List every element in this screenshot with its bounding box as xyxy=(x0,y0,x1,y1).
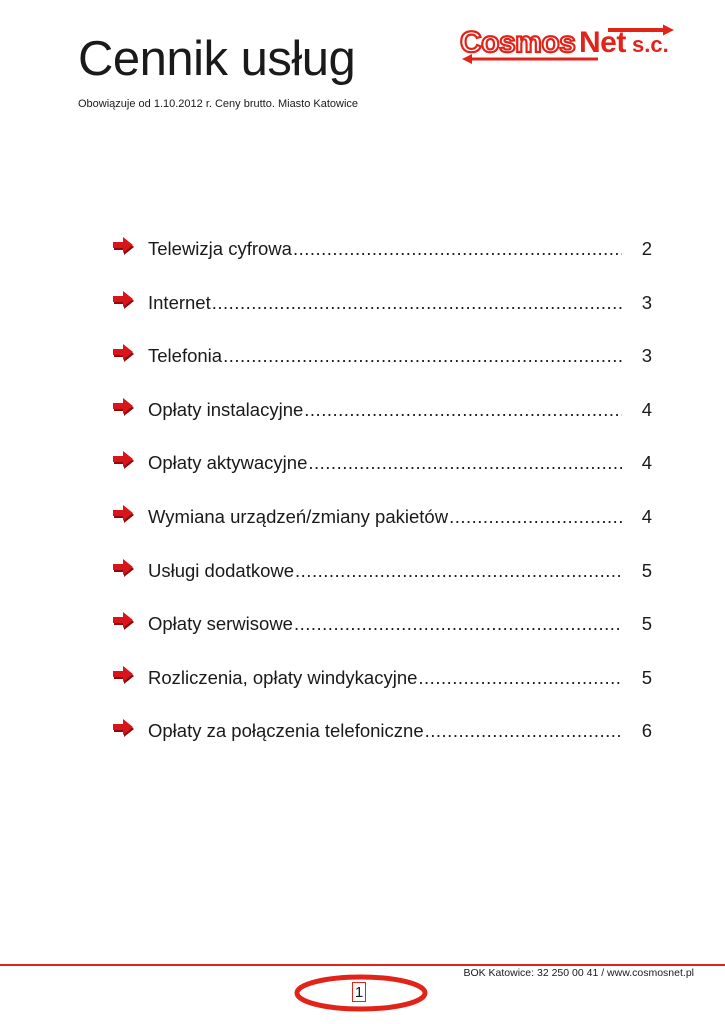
toc-entry[interactable] xyxy=(112,718,652,772)
toc-entry-text xyxy=(148,560,652,582)
toc-entry-label: Telefonia xyxy=(148,345,223,367)
red-arrow-icon xyxy=(112,397,136,417)
cosmosnet-logo xyxy=(458,22,680,66)
toc-entry-text xyxy=(148,452,652,474)
toc-entry-text xyxy=(148,506,652,528)
toc-entry-label: Telewizja cyfrowa xyxy=(148,238,292,259)
table-of-contents xyxy=(112,236,652,772)
toc-entry-label: Opłaty instalacyjne xyxy=(148,398,304,420)
toc-entry[interactable] xyxy=(112,290,652,344)
toc-entry[interactable] xyxy=(112,236,652,290)
toc-entry-page: 4 xyxy=(641,505,652,527)
footer-contact: BOK Katowice: 32 250 00 41 / www.cosmosnet.pl xyxy=(463,967,694,979)
toc-entry-page: 5 xyxy=(641,613,652,635)
toc-entry-label: Rozliczenia, opłaty windykacyjne xyxy=(148,666,418,688)
toc-entry-text xyxy=(148,613,652,635)
toc-entry-page: 3 xyxy=(641,345,652,367)
red-arrow-icon xyxy=(112,450,136,470)
toc-entry-label: Opłaty serwisowe xyxy=(148,613,293,635)
toc-entry-label: Wymiana urządzeń/zmiany pakietów xyxy=(148,505,449,527)
toc-entry-text xyxy=(148,720,652,742)
toc-entry[interactable] xyxy=(112,665,652,719)
toc-entry[interactable] xyxy=(112,397,652,451)
toc-entry-page: 4 xyxy=(641,398,652,420)
page-number: 1 xyxy=(352,982,366,1002)
toc-dot-leader xyxy=(304,399,622,421)
toc-entry[interactable] xyxy=(112,558,652,612)
toc-dot-leader xyxy=(294,613,622,635)
toc-entry[interactable] xyxy=(112,450,652,504)
toc-entry-text xyxy=(148,345,652,367)
red-arrow-icon xyxy=(112,665,136,685)
toc-entry-text xyxy=(148,399,652,421)
red-arrow-icon xyxy=(112,504,136,524)
toc-dot-leader xyxy=(418,667,622,689)
page-title: Cennik usług xyxy=(78,32,356,86)
toc-dot-leader xyxy=(449,506,622,528)
red-arrow-icon xyxy=(112,718,136,738)
svg-text:s.c.: s.c. xyxy=(632,32,669,57)
toc-dot-leader xyxy=(308,452,622,474)
toc-entry[interactable] xyxy=(112,611,652,665)
toc-dot-leader xyxy=(295,560,622,582)
toc-entry-page: 3 xyxy=(641,291,652,313)
toc-entry-label: Internet xyxy=(148,291,211,313)
toc-entry[interactable] xyxy=(112,504,652,558)
svg-text:Net: Net xyxy=(579,26,626,59)
red-arrow-icon xyxy=(112,611,136,631)
red-arrow-icon xyxy=(112,236,136,256)
toc-entry-page: 4 xyxy=(641,452,652,474)
toc-entry-label: Usługi dodatkowe xyxy=(148,559,295,581)
red-arrow-icon xyxy=(112,290,136,310)
svg-text:Cosmos: Cosmos xyxy=(460,26,576,59)
red-arrow-icon xyxy=(112,343,136,363)
toc-entry-page: 2 xyxy=(641,238,652,259)
toc-dot-leader xyxy=(425,720,622,742)
red-arrow-icon xyxy=(112,558,136,578)
toc-dot-leader xyxy=(293,238,622,260)
toc-entry-text xyxy=(148,667,652,689)
toc-entry-label: Opłaty za połączenia telefoniczne xyxy=(148,720,424,742)
toc-entry-text xyxy=(148,238,652,260)
toc-entry-page: 5 xyxy=(641,666,652,688)
toc-entry-page: 5 xyxy=(641,559,652,581)
toc-entry-page: 6 xyxy=(641,720,652,742)
footer-divider xyxy=(0,964,725,966)
toc-entry-text xyxy=(148,292,652,314)
toc-dot-leader xyxy=(223,345,622,367)
toc-entry[interactable] xyxy=(112,343,652,397)
toc-entry-label: Opłaty aktywacyjne xyxy=(148,452,308,474)
validity-note: Obowiązuje od 1.10.2012 r. Ceny brutto. Miasto Katowice xyxy=(78,98,359,110)
toc-dot-leader xyxy=(212,292,622,314)
